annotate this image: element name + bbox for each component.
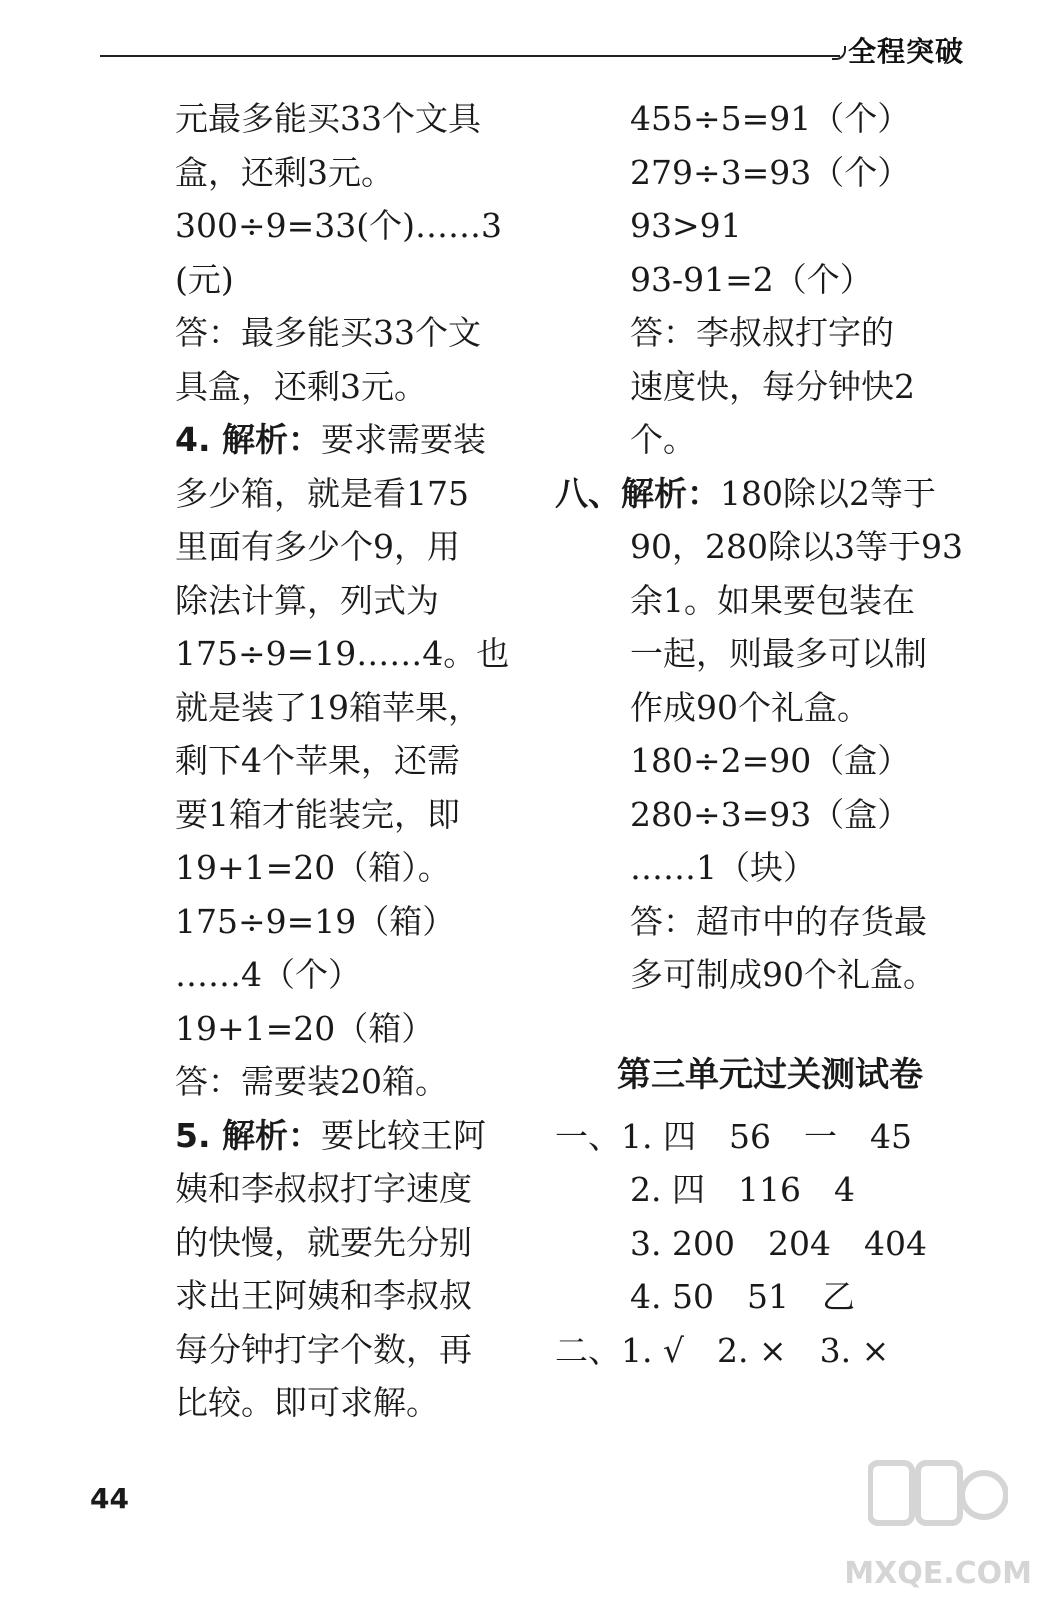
page-number: 44 (90, 1482, 129, 1515)
text-line: 的快慢，就要先分别 (175, 1222, 472, 1262)
text-line: 要1箱才能装完，即 (175, 794, 460, 834)
left-column (175, 92, 525, 1430)
equation-line: 93>91 (630, 206, 742, 245)
text-line: 求出王阿姨和李叔叔 (175, 1276, 472, 1315)
text-line: 一起，则最多可以制 (630, 634, 927, 673)
item-8-heading (555, 467, 975, 521)
text-line: 元最多能买33个文具 (175, 99, 481, 138)
equation-line: ……4（个） (175, 955, 361, 994)
answer-row: 3. 200 204 404 (630, 1223, 927, 1263)
watermark (838, 1455, 1038, 1595)
equation-line: 180÷2=90（盒） (630, 741, 911, 780)
item-5-label: 5. 解析： (175, 1115, 321, 1155)
header-hook-decoration (832, 46, 846, 60)
equation-line: 175÷9=19（箱） (175, 901, 456, 941)
text-line: 175÷9=19……4。也 (175, 634, 510, 673)
text-line: 比较。即可求解。 (175, 1383, 439, 1422)
answer-row: 2. 四 116 4 (630, 1170, 855, 1209)
text-line: 作成90个礼盒。 (630, 687, 870, 727)
text-line: 剩下4个苹果，还需 (175, 741, 460, 780)
item-8-text: 180除以2等于 (720, 473, 936, 513)
text-line: (元) (175, 259, 234, 299)
item-5-heading (175, 1109, 525, 1163)
right-column (555, 92, 975, 1377)
item-8-label: 八、解析： (555, 473, 720, 513)
watermark-logo-icon (868, 1455, 1008, 1535)
text-line: 19+1=20（箱）。 (175, 848, 451, 887)
equation-line: 280÷3=93（盒） (630, 794, 911, 834)
text-line: 90，280除以3等于93 (630, 527, 963, 566)
text-line: 里面有多少个9，用 (175, 527, 460, 566)
answer-line: 速度快，每分钟快2 (630, 366, 915, 406)
header-brand: 全程突破 (848, 35, 965, 68)
section-spacer (555, 1002, 975, 1040)
text-line: 除法计算，列式为 (175, 580, 439, 620)
equation-line: 455÷5=91（个） (630, 99, 911, 138)
item-5-text: 要比较王阿 (321, 1115, 486, 1155)
text-line: 盒，还剩3元。 (175, 152, 394, 192)
text-line: 就是装了19箱苹果， (175, 687, 481, 727)
answer-line: 答：最多能买33个文 (175, 313, 481, 352)
answer-line: 答：需要装20箱。 (175, 1062, 448, 1101)
equation-line: ……1（块） (630, 848, 816, 887)
answer-row: 二、1. √ 2. × 3. × (555, 1330, 890, 1370)
answer-line: 具盒，还剩3元。 (175, 366, 427, 406)
equation-line: 93-91=2（个） (630, 259, 873, 299)
equation-line: 19+1=20（箱） (175, 1008, 435, 1048)
header-rule (100, 55, 840, 57)
section-title: 第三单元过关测试卷 (617, 1054, 923, 1095)
equation-line: 279÷3=93（个） (630, 152, 911, 192)
item-4-heading (175, 413, 525, 467)
text-line: 姨和李叔叔打字速度 (175, 1169, 472, 1208)
item-4-text: 要求需要装 (321, 420, 486, 459)
text-line: 余1。如果要包装在 (630, 580, 915, 620)
answer-line: 多可制成90个礼盒。 (630, 955, 936, 994)
text-line: 多少箱，就是看175 (175, 473, 469, 513)
text-line: 每分钟打字个数，再 (175, 1329, 472, 1369)
watermark-text: MXQE.COM (844, 1556, 1032, 1591)
answer-row: 一、1. 四 56 一 45 (555, 1116, 912, 1156)
text-line: 300÷9=33(个)……3 (175, 206, 503, 245)
answer-line: 答：超市中的存货最 (630, 901, 927, 941)
answer-row: 4. 50 51 乙 (630, 1277, 855, 1316)
item-4-label: 4. 解析： (175, 420, 321, 459)
answer-line: 答：李叔叔打字的 (630, 313, 894, 352)
answer-line: 个。 (630, 420, 696, 459)
